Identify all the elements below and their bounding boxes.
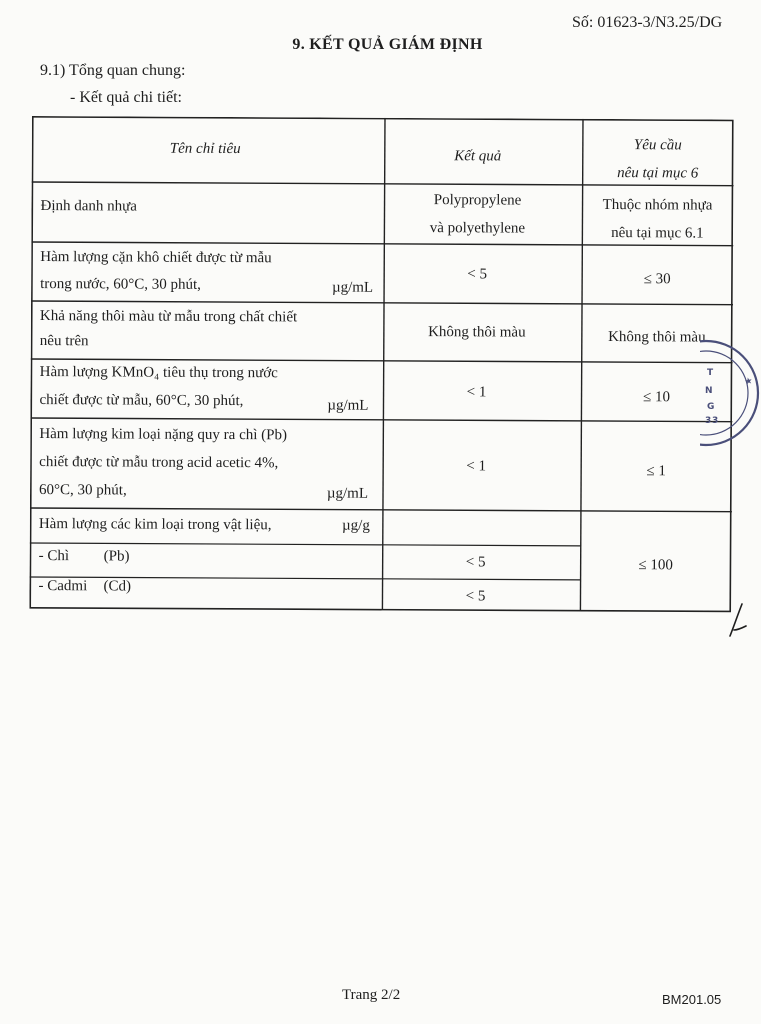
- svg-text:3: 3: [705, 416, 712, 426]
- row1-requirement-1: Thuộc nhóm nhựa: [602, 196, 713, 214]
- row1-result-2: và polyethylene: [429, 220, 526, 237]
- svg-text:T: T: [707, 368, 714, 378]
- section-title: 9. KẾT QUẢ GIÁM ĐỊNH: [292, 36, 483, 53]
- subsection-heading: 9.1) Tổng quan chung:: [40, 62, 186, 79]
- row7-symbol: (Pb): [103, 548, 130, 565]
- results-table: [29, 116, 734, 614]
- row6-unit: µg/g: [342, 517, 370, 534]
- header-result: Kết quả: [454, 148, 502, 165]
- row5-result: < 1: [466, 458, 487, 475]
- row3-name-1: Khả năng thôi màu từ mẫu trong chất chiết: [39, 308, 298, 326]
- row2-name-2: trong nước, 60°C, 30 phút,: [40, 276, 201, 293]
- row8-symbol: (Cd): [103, 578, 132, 595]
- row6-requirement: ≤ 100: [638, 557, 673, 574]
- svg-text:G: G: [707, 402, 715, 412]
- row2-name-1: Hàm lượng cặn khô chiết được từ mẫu: [40, 249, 272, 267]
- row7-name: - Chì: [38, 548, 70, 565]
- row4-name-1: Hàm lượng KMnO₄ tiêu thụ trong nước: [39, 364, 278, 382]
- row2-unit: µg/mL: [331, 279, 374, 296]
- svg-text:3: 3: [712, 416, 719, 426]
- row5-requirement: ≤ 1: [646, 463, 666, 480]
- row8-name: - Cadmi: [38, 578, 88, 595]
- row5-name-2: chiết được từ mẫu trong acid acetic 4%,: [39, 454, 279, 472]
- detail-heading: - Kết quả chi tiết:: [70, 89, 182, 106]
- header-requirement-2: nêu tại mục 6: [617, 165, 699, 182]
- page-number: Trang 2/2: [342, 987, 401, 1003]
- svg-text:★: ★: [741, 375, 755, 388]
- row4-name-2: chiết được từ mẫu, 60°C, 30 phút,: [39, 392, 244, 410]
- row1-result-1: Polypropylene: [433, 192, 522, 209]
- row5-unit: µg/mL: [326, 485, 369, 502]
- row5-name-3: 60°C, 30 phút,: [38, 482, 127, 499]
- row1-name: Định danh nhựa: [40, 198, 138, 215]
- signature-mark: [724, 600, 752, 645]
- row4-requirement: ≤ 10: [642, 389, 671, 406]
- row4-unit: µg/mL: [327, 397, 369, 414]
- svg-text:N: N: [705, 386, 713, 396]
- row4-result: < 1: [466, 384, 487, 401]
- row6-name: Hàm lượng các kim loại trong vật liệu,: [38, 516, 272, 534]
- row7-result: < 5: [465, 554, 486, 571]
- header-name: Tên chỉ tiêu: [169, 140, 241, 158]
- row3-result: Không thôi màu: [428, 324, 526, 341]
- row3-name-2: nêu trên: [39, 333, 89, 350]
- form-code: BM201.05: [662, 992, 722, 1007]
- row2-requirement: ≤ 30: [643, 271, 671, 288]
- row3-requirement: Không thôi màu: [608, 329, 706, 346]
- official-stamp: [700, 335, 761, 465]
- document-number: Số: 01623-3/N3.25/DG: [572, 14, 723, 31]
- row1-requirement-2: nêu tại mục 6.1: [611, 225, 704, 242]
- row2-result: < 5: [467, 266, 488, 283]
- row8-result: < 5: [465, 588, 486, 605]
- header-requirement-1: Yêu cầu: [633, 137, 682, 154]
- row5-name-1: Hàm lượng kim loại nặng quy ra chì (Pb): [39, 426, 288, 444]
